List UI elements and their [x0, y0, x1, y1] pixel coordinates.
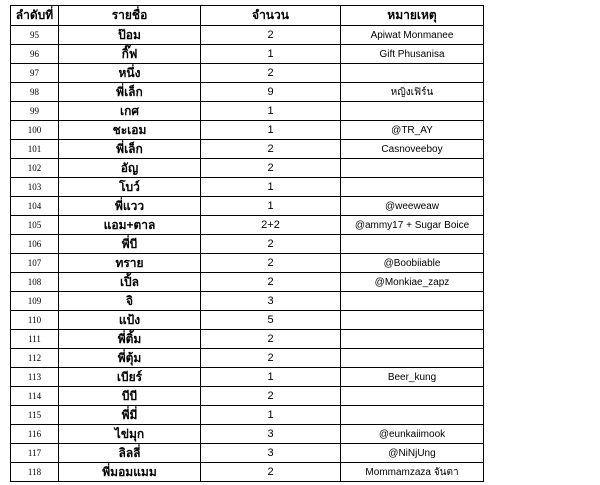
cell-quantity: 2: [201, 140, 341, 159]
table-row: [11, 64, 484, 83]
cell-number: 107: [11, 254, 59, 273]
cell-name: พี่มอมแมม: [59, 463, 201, 482]
table-row: [11, 330, 484, 349]
cell-quantity: 2: [201, 235, 341, 254]
cell-note: Casnoveeboy: [341, 140, 484, 159]
cell-name: อัญ: [59, 159, 201, 178]
cell-note: Apiwat Monmanee: [341, 26, 484, 45]
cell-note: @ammy17 + Sugar Boice: [341, 216, 484, 235]
cell-number: 99: [11, 102, 59, 121]
cell-note: หญิงเฟิร์น: [341, 83, 484, 102]
cell-quantity: 3: [201, 425, 341, 444]
header-row: [11, 6, 484, 26]
table-row: [11, 26, 484, 45]
cell-quantity: 5: [201, 311, 341, 330]
cell-note: [341, 102, 484, 121]
cell-note: Beer_kung: [341, 368, 484, 387]
cell-note: [341, 387, 484, 406]
cell-number: 113: [11, 368, 59, 387]
header-note: หมายเหตุ: [341, 6, 484, 26]
cell-number: 116: [11, 425, 59, 444]
cell-number: 95: [11, 26, 59, 45]
cell-quantity: 2: [201, 330, 341, 349]
table-row: [11, 121, 484, 140]
table-row: [11, 292, 484, 311]
cell-quantity: 3: [201, 444, 341, 463]
cell-number: 115: [11, 406, 59, 425]
header-name: รายชื่อ: [59, 6, 201, 26]
cell-name: จิ: [59, 292, 201, 311]
cell-name: พี่เล็ก: [59, 83, 201, 102]
table-row: [11, 235, 484, 254]
cell-number: 106: [11, 235, 59, 254]
cell-note: [341, 349, 484, 368]
cell-note: [341, 159, 484, 178]
cell-note: [341, 311, 484, 330]
cell-quantity: 2: [201, 64, 341, 83]
cell-number: 109: [11, 292, 59, 311]
cell-note: [341, 178, 484, 197]
cell-quantity: 2: [201, 26, 341, 45]
cell-number: 108: [11, 273, 59, 292]
header-qty: จำนวน: [201, 6, 341, 26]
cell-quantity: 1: [201, 45, 341, 64]
table-row: [11, 387, 484, 406]
cell-number: 117: [11, 444, 59, 463]
cell-note: @weeweaw: [341, 197, 484, 216]
cell-name: พี่ติ้ม: [59, 330, 201, 349]
table-row: [11, 159, 484, 178]
cell-quantity: 2: [201, 254, 341, 273]
cell-note: [341, 235, 484, 254]
cell-note: [341, 406, 484, 425]
cell-quantity: 2: [201, 387, 341, 406]
table-row: [11, 406, 484, 425]
table-row: [11, 444, 484, 463]
cell-name: เปิ้ล: [59, 273, 201, 292]
cell-name: พี่บี: [59, 235, 201, 254]
cell-number: 102: [11, 159, 59, 178]
cell-number: 110: [11, 311, 59, 330]
cell-name: กิ๊ฟ: [59, 45, 201, 64]
cell-name: เบียร์: [59, 368, 201, 387]
cell-quantity: 1: [201, 102, 341, 121]
cell-name: เกศ: [59, 102, 201, 121]
cell-quantity: 1: [201, 197, 341, 216]
cell-name: ชะเอม: [59, 121, 201, 140]
cell-name: แป้ง: [59, 311, 201, 330]
cell-number: 112: [11, 349, 59, 368]
table-row: [11, 83, 484, 102]
cell-number: 111: [11, 330, 59, 349]
cell-quantity: 9: [201, 83, 341, 102]
header-no: ลำดับที่: [11, 6, 59, 26]
cell-name: พี่เล็ก: [59, 140, 201, 159]
cell-note: @Boobiiable: [341, 254, 484, 273]
cell-number: 114: [11, 387, 59, 406]
table-row: [11, 216, 484, 235]
cell-quantity: 2: [201, 159, 341, 178]
cell-note: [341, 292, 484, 311]
table-row: [11, 140, 484, 159]
cell-name: โบว์: [59, 178, 201, 197]
table-row: [11, 349, 484, 368]
cell-name: พี่ตุ้ม: [59, 349, 201, 368]
cell-quantity: 2: [201, 349, 341, 368]
cell-number: 100: [11, 121, 59, 140]
table-row: [11, 463, 484, 482]
table-row: [11, 197, 484, 216]
table-row: [11, 102, 484, 121]
cell-name: ไข่มุก: [59, 425, 201, 444]
table-row: [11, 425, 484, 444]
cell-number: 98: [11, 83, 59, 102]
cell-note: [341, 330, 484, 349]
cell-number: 101: [11, 140, 59, 159]
cell-quantity: 1: [201, 368, 341, 387]
cell-name: ลิลลี่: [59, 444, 201, 463]
cell-name: หนึ่ง: [59, 64, 201, 83]
cell-name: พี่แวว: [59, 197, 201, 216]
cell-quantity: 1: [201, 406, 341, 425]
cell-number: 97: [11, 64, 59, 83]
cell-name: ป๊อม: [59, 26, 201, 45]
cell-quantity: 3: [201, 292, 341, 311]
cell-number: 103: [11, 178, 59, 197]
cell-quantity: 2: [201, 273, 341, 292]
table-row: [11, 311, 484, 330]
cell-quantity: 1: [201, 178, 341, 197]
cell-name: ทราย: [59, 254, 201, 273]
cell-name: บีบี: [59, 387, 201, 406]
cell-note: @eunkaiimook: [341, 425, 484, 444]
cell-number: 96: [11, 45, 59, 64]
cell-number: 104: [11, 197, 59, 216]
cell-quantity: 2: [201, 463, 341, 482]
roster-table: [10, 5, 484, 482]
table-row: [11, 273, 484, 292]
table-row: [11, 254, 484, 273]
table-row: [11, 368, 484, 387]
cell-note: @NiNjUng: [341, 444, 484, 463]
table-row: [11, 45, 484, 64]
cell-note: Gift Phusanisa: [341, 45, 484, 64]
cell-note: [341, 64, 484, 83]
cell-name: พี่มี่: [59, 406, 201, 425]
cell-note: @TR_AY: [341, 121, 484, 140]
table-row: [11, 178, 484, 197]
cell-quantity: 2+2: [201, 216, 341, 235]
cell-note: Mommamzaza จันตา: [341, 463, 484, 482]
cell-quantity: 1: [201, 121, 341, 140]
cell-name: แอม+ตาล: [59, 216, 201, 235]
cell-note: @Monkiae_zapz: [341, 273, 484, 292]
cell-number: 105: [11, 216, 59, 235]
cell-number: 118: [11, 463, 59, 482]
roster-body: [11, 26, 484, 482]
